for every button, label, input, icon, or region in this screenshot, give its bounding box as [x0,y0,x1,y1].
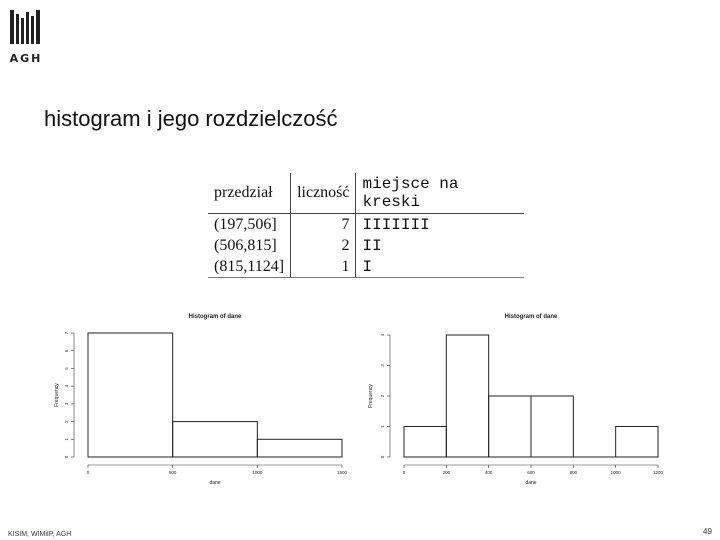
x-tick-label: 1000 [252,470,263,475]
y-tick-label: 3 [64,402,69,406]
cell-count: 1 [291,256,356,278]
logo-text: AGH [9,52,43,65]
histogram-bar [489,396,531,457]
cell-tally: IIIIIII [356,214,524,236]
y-tick-label: 6 [64,349,69,352]
y-tick-label: 5 [64,367,69,370]
x-tick-label: 600 [527,470,535,475]
histogram-bar [616,427,658,458]
y-tick-label: 7 [64,331,69,335]
x-axis-label: dane [209,480,221,486]
x-axis-label: dane [525,480,537,486]
y-tick-label: 1 [380,425,385,428]
x-tick-label: 800 [569,470,578,475]
histogram-chart-coarse [48,300,354,490]
header-tally: miejsce na kreski [356,173,524,214]
page-number: 49 [703,527,712,536]
y-tick-label: 3 [380,364,385,367]
y-tick-label: 1 [64,438,69,441]
x-tick-label: 1200 [652,470,664,475]
table-header-row [208,173,524,214]
chart-title: Histogram of dane [188,314,242,320]
x-tick-label: 0 [86,470,90,475]
histogram-bar [173,422,258,457]
table-row [208,214,524,236]
table-row [208,235,524,256]
footer-affiliation: KISIM, WIMiIP, AGH [8,531,72,538]
header-interval: przedział [208,173,291,214]
cell-tally: II [356,235,524,256]
histogram-svg [48,300,354,490]
histogram-chart-fine [362,300,672,490]
y-axis-label: Frequency [54,383,60,407]
table-row [208,256,524,278]
y-tick-label: 4 [64,384,69,388]
x-tick-label: 200 [442,470,451,475]
agh-logo-mark [8,8,44,48]
cell-interval: (197,506] [214,215,277,233]
histogram-bar [446,335,488,457]
y-tick-label: 2 [64,420,69,423]
y-tick-label: 4 [380,333,385,337]
chart-title: Histogram of dane [504,314,558,320]
histogram-bar [88,333,173,457]
y-tick-label: 2 [380,394,385,398]
histogram-bar [404,427,446,458]
histogram-bar [531,396,573,457]
x-tick-label: 400 [484,470,493,475]
y-tick-label: 0 [64,455,69,459]
x-tick-label: 0 [402,470,406,475]
histogram-bar [257,439,342,457]
y-tick-label: 0 [380,455,385,459]
x-tick-label: 500 [168,470,177,475]
x-tick-label: 1000 [610,470,621,475]
cell-count: 7 [291,214,356,236]
cell-tally: I [356,256,524,278]
cell-count: 2 [291,235,356,256]
cell-interval: (815,1124] [208,256,291,278]
frequency-table [208,173,524,278]
slide-title: histogram i jego rozdzielczość [44,106,338,131]
header-count: liczność [291,173,356,214]
y-axis-label: Frequency [368,384,374,408]
histogram-svg [362,300,672,490]
cell-interval: (506,815] [214,236,277,254]
x-tick-label: 1500 [336,470,348,475]
agh-logo [6,8,46,68]
